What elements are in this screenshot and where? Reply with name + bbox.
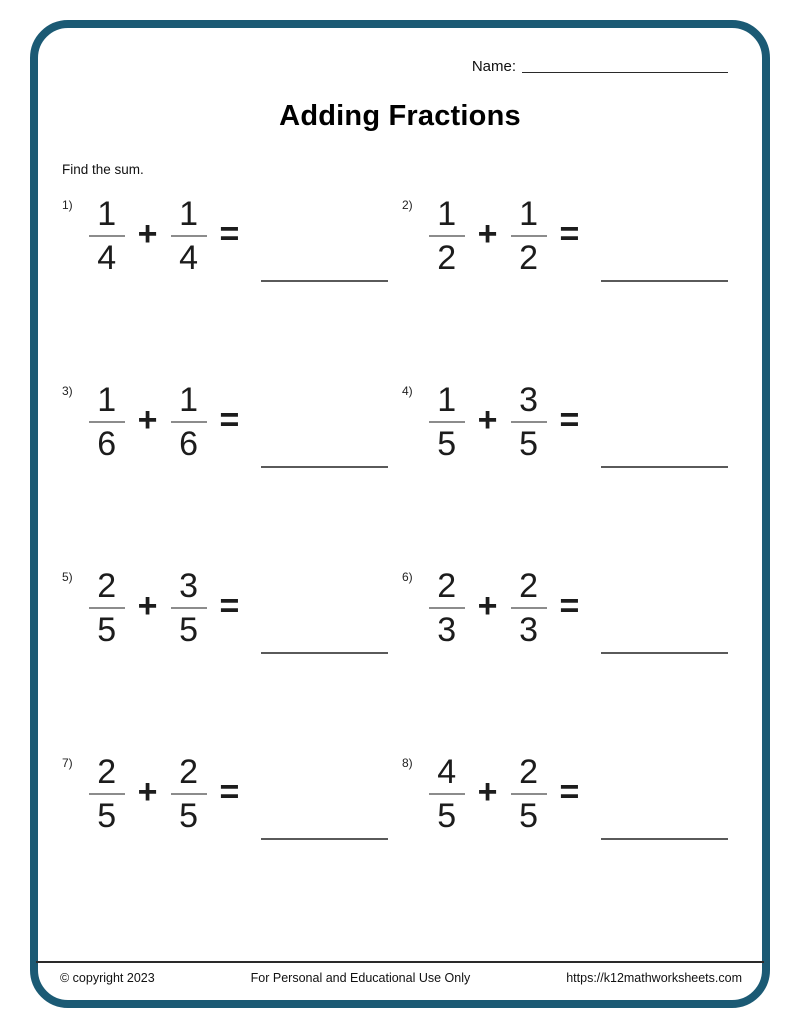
page-title: Adding Fractions xyxy=(279,100,521,132)
fraction-first xyxy=(89,754,125,834)
problem-number: 2) xyxy=(402,198,413,212)
answer-blank-line xyxy=(261,466,388,468)
fraction-second xyxy=(511,382,547,462)
fraction-bar xyxy=(429,793,465,795)
fraction-second xyxy=(171,754,207,834)
footer xyxy=(60,971,742,985)
usage-text: For Personal and Educational Use Only xyxy=(250,971,471,985)
numerator: 1 xyxy=(437,195,457,233)
fraction-first xyxy=(89,196,125,276)
plus-sign: + xyxy=(137,400,158,439)
denominator: 5 xyxy=(179,797,198,836)
fraction-bar xyxy=(89,235,125,237)
fraction-bar xyxy=(511,421,547,423)
problem-5 xyxy=(62,568,402,648)
plus-sign: + xyxy=(477,214,498,253)
fraction-first xyxy=(429,568,465,648)
numerator: 2 xyxy=(437,567,457,605)
answer-blank-line xyxy=(601,652,728,654)
fraction-first xyxy=(89,382,125,462)
denominator: 5 xyxy=(97,797,117,836)
equals-sign: = xyxy=(219,214,240,253)
website-url[interactable]: https://k12mathworksheets.com xyxy=(566,971,742,985)
fraction-first xyxy=(89,568,125,648)
numerator: 1 xyxy=(179,381,198,419)
problem-number: 4) xyxy=(402,384,413,398)
problem-number: 5) xyxy=(62,570,73,584)
problems-grid xyxy=(62,196,742,940)
denominator: 2 xyxy=(437,239,457,278)
fraction-bar xyxy=(511,793,547,795)
denominator: 6 xyxy=(97,425,117,464)
problem-number: 7) xyxy=(62,756,73,770)
problem-number: 3) xyxy=(62,384,73,398)
answer-blank-line xyxy=(601,466,728,468)
problem-number: 8) xyxy=(402,756,413,770)
equals-sign: = xyxy=(559,400,580,439)
numerator: 3 xyxy=(519,381,538,419)
denominator: 5 xyxy=(437,425,457,464)
denominator: 5 xyxy=(519,425,538,464)
fraction-bar xyxy=(171,235,207,237)
equals-sign: = xyxy=(559,772,580,811)
numerator: 1 xyxy=(519,195,538,233)
denominator: 3 xyxy=(519,611,538,650)
numerator: 2 xyxy=(519,567,538,605)
equals-sign: = xyxy=(559,586,580,625)
denominator: 5 xyxy=(437,797,457,836)
name-blank-line xyxy=(522,71,728,73)
denominator: 2 xyxy=(519,239,538,278)
problem-6 xyxy=(402,568,742,648)
plus-sign: + xyxy=(137,214,158,253)
fraction-first xyxy=(429,382,465,462)
plus-sign: + xyxy=(477,586,498,625)
denominator: 5 xyxy=(519,797,538,836)
problem-2 xyxy=(402,196,742,276)
problem-4 xyxy=(402,382,742,462)
problem-number: 1) xyxy=(62,198,73,212)
equals-sign: = xyxy=(219,772,240,811)
answer-blank-line xyxy=(261,652,388,654)
equals-sign: = xyxy=(219,586,240,625)
name-label: Name: xyxy=(471,58,516,75)
denominator: 6 xyxy=(179,425,198,464)
plus-sign: + xyxy=(477,772,498,811)
copyright-text: © copyright 2023 xyxy=(60,971,155,985)
problem-8 xyxy=(402,754,742,834)
fraction-bar xyxy=(429,421,465,423)
answer-blank-line xyxy=(261,838,388,840)
fraction-second xyxy=(171,568,207,648)
numerator: 2 xyxy=(519,753,538,791)
denominator: 4 xyxy=(179,239,198,278)
denominator: 4 xyxy=(97,239,117,278)
fraction-second xyxy=(511,196,547,276)
fraction-second xyxy=(511,568,547,648)
fraction-bar xyxy=(89,607,125,609)
problem-7 xyxy=(62,754,402,834)
problem-number: 6) xyxy=(402,570,413,584)
answer-blank-line xyxy=(261,280,388,282)
numerator: 4 xyxy=(437,753,457,791)
fraction-first xyxy=(429,754,465,834)
numerator: 2 xyxy=(97,567,117,605)
fraction-second xyxy=(511,754,547,834)
numerator: 2 xyxy=(97,753,117,791)
numerator: 1 xyxy=(97,195,117,233)
answer-blank-line xyxy=(601,280,728,282)
instruction-text: Find the sum. xyxy=(62,162,144,177)
plus-sign: + xyxy=(137,586,158,625)
fraction-bar xyxy=(429,607,465,609)
fraction-bar xyxy=(511,607,547,609)
denominator: 5 xyxy=(179,611,198,650)
name-row xyxy=(472,58,728,75)
footer-divider xyxy=(36,961,764,963)
problem-3 xyxy=(62,382,402,462)
denominator: 5 xyxy=(97,611,117,650)
fraction-bar xyxy=(511,235,547,237)
plus-sign: + xyxy=(137,772,158,811)
numerator: 1 xyxy=(437,381,457,419)
plus-sign: + xyxy=(477,400,498,439)
fraction-bar xyxy=(171,607,207,609)
fraction-second xyxy=(171,382,207,462)
equals-sign: = xyxy=(559,214,580,253)
numerator: 2 xyxy=(179,753,198,791)
fraction-bar xyxy=(89,793,125,795)
equals-sign: = xyxy=(219,400,240,439)
numerator: 3 xyxy=(179,567,198,605)
fraction-bar xyxy=(429,235,465,237)
numerator: 1 xyxy=(179,195,198,233)
denominator: 3 xyxy=(437,611,457,650)
problem-1 xyxy=(62,196,402,276)
fraction-bar xyxy=(171,421,207,423)
answer-blank-line xyxy=(601,838,728,840)
fraction-bar xyxy=(89,421,125,423)
fraction-bar xyxy=(171,793,207,795)
fraction-second xyxy=(171,196,207,276)
numerator: 1 xyxy=(97,381,117,419)
fraction-first xyxy=(429,196,465,276)
